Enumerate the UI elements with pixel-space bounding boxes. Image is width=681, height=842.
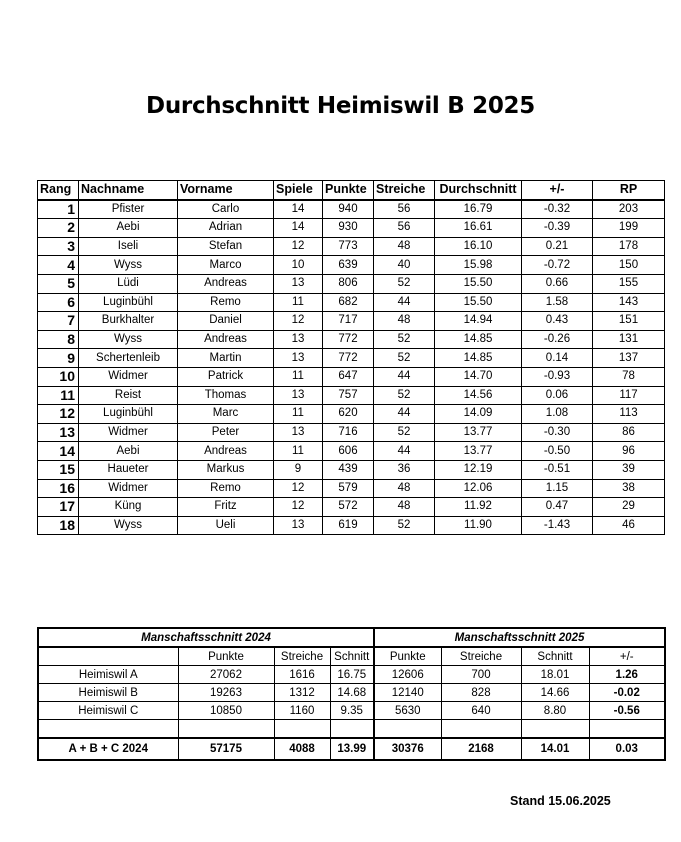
ranking-cell: 439 [323, 460, 374, 479]
ranking-cell: 44 [374, 367, 435, 386]
ranking-cell: Patrick [178, 367, 274, 386]
ranking-cell: 113 [593, 405, 665, 424]
team-cell: 1160 [274, 702, 330, 720]
ranking-cell: Wyss [79, 256, 178, 275]
ranking-cell: 15.50 [435, 293, 522, 312]
ranking-row [38, 386, 665, 405]
ranking-cell: 15.50 [435, 274, 522, 293]
ranking-row [38, 312, 665, 331]
ranking-cell: 1.15 [522, 479, 593, 498]
ranking-cell: 682 [323, 293, 374, 312]
ranking-cell: 199 [593, 219, 665, 238]
ranking-cell: Markus [178, 460, 274, 479]
team-cell: 700 [441, 666, 521, 684]
team-col-label [38, 647, 178, 666]
ranking-cell: 48 [374, 312, 435, 331]
ranking-cell: 40 [374, 256, 435, 275]
empty-cell [178, 720, 274, 739]
team-col-schnitt-2024: Schnitt [330, 647, 374, 666]
rank-cell: 13 [38, 423, 79, 442]
ranking-cell: 11 [274, 405, 323, 424]
ranking-cell: -0.51 [522, 460, 593, 479]
ranking-cell: Widmer [79, 367, 178, 386]
team-col-punkte-2024: Punkte [178, 647, 274, 666]
ranking-cell: 717 [323, 312, 374, 331]
ranking-cell: 52 [374, 330, 435, 349]
ranking-cell: 14.56 [435, 386, 522, 405]
ranking-cell: 606 [323, 442, 374, 461]
ranking-cell: 38 [593, 479, 665, 498]
ranking-cell: -0.93 [522, 367, 593, 386]
rank-cell: 7 [38, 312, 79, 331]
ranking-cell: Wyss [79, 330, 178, 349]
ranking-cell: 150 [593, 256, 665, 275]
empty-cell [374, 720, 441, 739]
team-cell: 5630 [374, 702, 441, 720]
team-cell: 640 [441, 702, 521, 720]
team-column-header-row [38, 647, 665, 666]
team-cell: 8.80 [521, 702, 589, 720]
ranking-cell: 52 [374, 349, 435, 368]
ranking-cell: Schertenleib [79, 349, 178, 368]
team-cell: 828 [441, 684, 521, 702]
empty-cell [38, 720, 178, 739]
ranking-row [38, 256, 665, 275]
team-col-schnitt-2025: Schnitt [521, 647, 589, 666]
team-col-punkte-2025: Punkte [374, 647, 441, 666]
rank-cell: 4 [38, 256, 79, 275]
ranking-cell: Marc [178, 405, 274, 424]
ranking-cell: Remo [178, 479, 274, 498]
ranking-cell: Marco [178, 256, 274, 275]
ranking-cell: 716 [323, 423, 374, 442]
section-title-2025: Manschaftsschnitt 2025 [374, 628, 665, 647]
ranking-cell: 52 [374, 423, 435, 442]
rank-cell: 8 [38, 330, 79, 349]
ranking-row [38, 442, 665, 461]
team-section-header-row [38, 628, 665, 647]
ranking-cell: 52 [374, 386, 435, 405]
ranking-cell: 16.10 [435, 237, 522, 256]
ranking-cell: 131 [593, 330, 665, 349]
empty-cell [330, 720, 374, 739]
ranking-cell: 0.14 [522, 349, 593, 368]
ranking-cell: 11 [274, 367, 323, 386]
ranking-cell: 10 [274, 256, 323, 275]
ranking-row [38, 293, 665, 312]
total-cell: 13.99 [330, 738, 374, 760]
team-cell: 16.75 [330, 666, 374, 684]
ranking-cell: Küng [79, 498, 178, 517]
header-spiele: Spiele [274, 181, 323, 200]
team-diff: -0.02 [589, 684, 665, 702]
team-name: Heimiswil C [38, 702, 178, 720]
team-cell: 1312 [274, 684, 330, 702]
ranking-cell: Thomas [178, 386, 274, 405]
ranking-cell: 117 [593, 386, 665, 405]
team-total-row [38, 738, 665, 760]
ranking-cell: -1.43 [522, 516, 593, 535]
ranking-cell: Remo [178, 293, 274, 312]
rank-cell: 6 [38, 293, 79, 312]
ranking-cell: 178 [593, 237, 665, 256]
header-rang: Rang [38, 181, 79, 200]
ranking-cell: 13 [274, 516, 323, 535]
ranking-cell: 639 [323, 256, 374, 275]
ranking-cell: 86 [593, 423, 665, 442]
empty-cell [521, 720, 589, 739]
ranking-cell: 14 [274, 200, 323, 219]
ranking-cell: 14.70 [435, 367, 522, 386]
ranking-cell: Andreas [178, 330, 274, 349]
rank-cell: 2 [38, 219, 79, 238]
team-cell: 14.68 [330, 684, 374, 702]
header-durchschnitt: Durchschnitt [435, 181, 522, 200]
team-cell: 1616 [274, 666, 330, 684]
ranking-cell: 12 [274, 237, 323, 256]
ranking-cell: 11 [274, 442, 323, 461]
ranking-cell: 78 [593, 367, 665, 386]
team-cell: 18.01 [521, 666, 589, 684]
ranking-cell: 14.85 [435, 330, 522, 349]
ranking-cell: -0.30 [522, 423, 593, 442]
ranking-cell: 579 [323, 479, 374, 498]
ranking-cell: Reist [79, 386, 178, 405]
ranking-row [38, 423, 665, 442]
ranking-cell: Haueter [79, 460, 178, 479]
ranking-cell: 56 [374, 219, 435, 238]
ranking-cell: 44 [374, 442, 435, 461]
header-plus-minus: +/- [522, 181, 593, 200]
ranking-row [38, 274, 665, 293]
rank-cell: 9 [38, 349, 79, 368]
ranking-cell: Daniel [178, 312, 274, 331]
team-row-a [38, 666, 665, 684]
team-cell: 12140 [374, 684, 441, 702]
ranking-cell: 12 [274, 498, 323, 517]
team-cell: 27062 [178, 666, 274, 684]
ranking-cell: Andreas [178, 274, 274, 293]
ranking-cell: 39 [593, 460, 665, 479]
ranking-header-row [38, 181, 665, 200]
team-cell: 19263 [178, 684, 274, 702]
ranking-cell: 772 [323, 330, 374, 349]
team-name: Heimiswil B [38, 684, 178, 702]
rank-cell: 3 [38, 237, 79, 256]
ranking-cell: 13.77 [435, 423, 522, 442]
ranking-cell: 16.79 [435, 200, 522, 219]
total-cell: 4088 [274, 738, 330, 760]
ranking-cell: 647 [323, 367, 374, 386]
team-cell: 10850 [178, 702, 274, 720]
ranking-cell: 773 [323, 237, 374, 256]
rank-cell: 10 [38, 367, 79, 386]
ranking-table [37, 180, 665, 535]
ranking-cell: -0.26 [522, 330, 593, 349]
ranking-cell: 13 [274, 330, 323, 349]
ranking-row [38, 200, 665, 219]
ranking-cell: 11.92 [435, 498, 522, 517]
ranking-cell: Widmer [79, 479, 178, 498]
team-cell: 9.35 [330, 702, 374, 720]
ranking-cell: Ueli [178, 516, 274, 535]
team-empty-row [38, 720, 665, 739]
ranking-cell: 15.98 [435, 256, 522, 275]
ranking-cell: Widmer [79, 423, 178, 442]
team-cell: 12606 [374, 666, 441, 684]
ranking-cell: 14.09 [435, 405, 522, 424]
page-title: Durchschnitt Heimiswil B 2025 [146, 93, 535, 119]
team-name: Heimiswil A [38, 666, 178, 684]
ranking-cell: 619 [323, 516, 374, 535]
rank-cell: 5 [38, 274, 79, 293]
rank-cell: 15 [38, 460, 79, 479]
total-cell: 57175 [178, 738, 274, 760]
ranking-cell: Pfister [79, 200, 178, 219]
team-cell: 14.66 [521, 684, 589, 702]
ranking-cell: Wyss [79, 516, 178, 535]
total-label: A + B + C 2024 [38, 738, 178, 760]
ranking-cell: Aebi [79, 442, 178, 461]
ranking-cell: 757 [323, 386, 374, 405]
header-rp: RP [593, 181, 665, 200]
ranking-cell: Adrian [178, 219, 274, 238]
total-cell: 0.03 [589, 738, 665, 760]
team-average-table [37, 627, 666, 761]
ranking-cell: 1.58 [522, 293, 593, 312]
team-row-c [38, 702, 665, 720]
section-title-2024: Manschaftsschnitt 2024 [38, 628, 374, 647]
ranking-cell: 13.77 [435, 442, 522, 461]
rank-cell: 16 [38, 479, 79, 498]
team-col-streiche-2024: Streiche [274, 647, 330, 666]
total-cell: 2168 [441, 738, 521, 760]
ranking-cell: 36 [374, 460, 435, 479]
ranking-cell: 203 [593, 200, 665, 219]
ranking-cell: 11.90 [435, 516, 522, 535]
rank-cell: 17 [38, 498, 79, 517]
header-vorname: Vorname [178, 181, 274, 200]
ranking-row [38, 516, 665, 535]
ranking-cell: Aebi [79, 219, 178, 238]
ranking-cell: Burkhalter [79, 312, 178, 331]
ranking-cell: 12 [274, 479, 323, 498]
ranking-row [38, 330, 665, 349]
ranking-cell: 0.66 [522, 274, 593, 293]
ranking-cell: 155 [593, 274, 665, 293]
ranking-cell: 151 [593, 312, 665, 331]
ranking-cell: 806 [323, 274, 374, 293]
ranking-cell: Carlo [178, 200, 274, 219]
ranking-cell: Martin [178, 349, 274, 368]
ranking-cell: 12.06 [435, 479, 522, 498]
ranking-cell: Andreas [178, 442, 274, 461]
rank-cell: 11 [38, 386, 79, 405]
ranking-cell: 52 [374, 274, 435, 293]
rank-cell: 1 [38, 200, 79, 219]
ranking-cell: 0.47 [522, 498, 593, 517]
empty-cell [274, 720, 330, 739]
ranking-cell: 56 [374, 200, 435, 219]
empty-cell [589, 720, 665, 739]
ranking-cell: 96 [593, 442, 665, 461]
ranking-row [38, 498, 665, 517]
team-diff: -0.56 [589, 702, 665, 720]
ranking-cell: 930 [323, 219, 374, 238]
rank-cell: 14 [38, 442, 79, 461]
rank-cell: 12 [38, 405, 79, 424]
ranking-cell: -0.50 [522, 442, 593, 461]
ranking-cell: 52 [374, 516, 435, 535]
ranking-cell: Iseli [79, 237, 178, 256]
ranking-cell: Stefan [178, 237, 274, 256]
ranking-cell: 14.85 [435, 349, 522, 368]
ranking-cell: 13 [274, 274, 323, 293]
ranking-cell: 13 [274, 386, 323, 405]
ranking-cell: 16.61 [435, 219, 522, 238]
total-cell: 14.01 [521, 738, 589, 760]
ranking-cell: Lüdi [79, 274, 178, 293]
ranking-row [38, 237, 665, 256]
ranking-row [38, 479, 665, 498]
ranking-cell: 137 [593, 349, 665, 368]
team-row-b [38, 684, 665, 702]
ranking-cell: 772 [323, 349, 374, 368]
ranking-cell: 29 [593, 498, 665, 517]
ranking-cell: 12.19 [435, 460, 522, 479]
header-nachname: Nachname [79, 181, 178, 200]
header-streiche: Streiche [374, 181, 435, 200]
ranking-cell: 44 [374, 293, 435, 312]
ranking-cell: -0.72 [522, 256, 593, 275]
ranking-cell: 9 [274, 460, 323, 479]
ranking-cell: Luginbühl [79, 293, 178, 312]
ranking-row [38, 219, 665, 238]
ranking-cell: 143 [593, 293, 665, 312]
ranking-cell: -0.39 [522, 219, 593, 238]
ranking-cell: 620 [323, 405, 374, 424]
ranking-cell: 0.21 [522, 237, 593, 256]
ranking-cell: 0.43 [522, 312, 593, 331]
ranking-cell: 0.06 [522, 386, 593, 405]
ranking-row [38, 349, 665, 368]
rank-cell: 18 [38, 516, 79, 535]
ranking-cell: Fritz [178, 498, 274, 517]
ranking-cell: Peter [178, 423, 274, 442]
ranking-cell: 44 [374, 405, 435, 424]
total-cell: 30376 [374, 738, 441, 760]
ranking-cell: 46 [593, 516, 665, 535]
ranking-cell: 13 [274, 423, 323, 442]
team-col-plus-minus: +/- [589, 647, 665, 666]
ranking-row [38, 405, 665, 424]
ranking-cell: -0.32 [522, 200, 593, 219]
ranking-row [38, 367, 665, 386]
ranking-cell: 48 [374, 479, 435, 498]
ranking-cell: 48 [374, 498, 435, 517]
team-diff: 1.26 [589, 666, 665, 684]
ranking-cell: 572 [323, 498, 374, 517]
empty-cell [441, 720, 521, 739]
ranking-cell: 12 [274, 312, 323, 331]
ranking-row [38, 460, 665, 479]
ranking-cell: 1.08 [522, 405, 593, 424]
ranking-cell: 11 [274, 293, 323, 312]
stand-date: Stand 15.06.2025 [510, 794, 611, 808]
ranking-cell: 14 [274, 219, 323, 238]
ranking-cell: 940 [323, 200, 374, 219]
ranking-cell: 13 [274, 349, 323, 368]
ranking-cell: Luginbühl [79, 405, 178, 424]
ranking-cell: 48 [374, 237, 435, 256]
header-punkte: Punkte [323, 181, 374, 200]
ranking-cell: 14.94 [435, 312, 522, 331]
team-col-streiche-2025: Streiche [441, 647, 521, 666]
